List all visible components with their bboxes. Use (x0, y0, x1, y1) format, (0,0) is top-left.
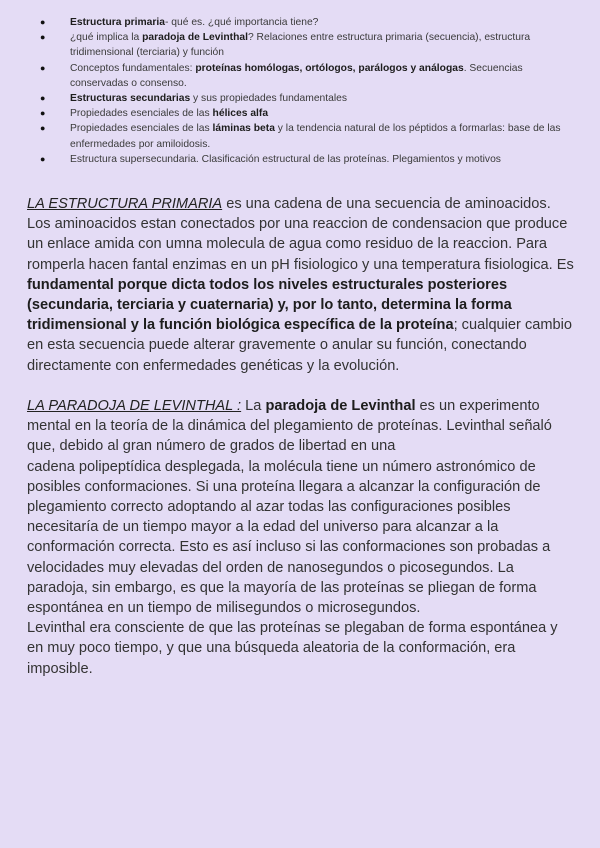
topic-text: Propiedades esenciales de las (70, 123, 213, 135)
topic-text: Estructura primaria (70, 17, 165, 28)
topic-text: paradoja de Levinthal (142, 32, 248, 44)
topic-text: y la tendencia natural de los péptidos a formarlas: base de las enfermedades por amiloidosis. (70, 123, 561, 150)
topic-item (36, 15, 576, 30)
topic-text: Propiedades esenciales de las (70, 108, 213, 120)
bullet-icon: ● (40, 123, 46, 134)
topic-text: hélices alfa (212, 108, 269, 120)
paragraph-text: Levinthal era consciente de que las proteínas se plegaban de forma espontánea y en muy poco tiempo, y que una búsqueda aleatoria de la conformación, era imposible. (27, 620, 558, 677)
bullet-icon: ● (40, 153, 46, 164)
bullet-icon: ● (40, 93, 46, 104)
topic-text: Estructura supersecundaria. Clasificación estructural de las proteínas. Plegamientos y motivos (70, 153, 501, 165)
topic-item (36, 61, 576, 91)
bullet-icon: ● (40, 62, 46, 73)
topic-text: . Secuencias conservadas o consenso. (70, 62, 523, 89)
paragraph-bold-text: fundamental porque dicta todos los niveles estructurales posteriores (secundaria, terciaria y cuaternaria) y, por lo tanto, determina la forma tridimensional y la función biológica específica de la proteína (27, 276, 512, 334)
topic-text: ? Relaciones entre estructura primaria (secuencia), estructura tridimensional (terciaria) y función (70, 32, 531, 59)
paragraph-bold-text: paradoja de Levinthal (265, 398, 416, 414)
bullet-icon: ● (40, 32, 46, 43)
section-estructura-primaria (27, 194, 575, 376)
topic-item (36, 152, 576, 167)
paragraph-text: cadena polipeptídica desplegada, la molécula tiene un número astronómico de posibles conformaciones. Si una proteína llegara a alcanzar la configuración de plegamiento correcto adoptando al azar todas las configuraciones posibles necesitaría de un tiempo mayor a la edad del universo para alcanzar a la conformación correcta. Esto es así incluso si las conformaciones son probadas a velocidades muy elevadas del orden de nanosegundos o picosegundos. La paradoja, sin embargo, es que la mayoría de las proteínas se pliegan de forma espontánea en un tiempo de milisegundos o microsegundos. (27, 458, 551, 617)
paragraph-text: es un experimento mental en la teoría de la dinámica del plegamiento de proteínas. Levinthal señaló que, debido al gran número de grados de libertad en una (27, 398, 552, 455)
section-paradoja-levinthal (27, 396, 575, 679)
topic-item (36, 106, 576, 121)
topic-item (36, 121, 576, 151)
topic-text: Estructuras secundarias (70, 93, 191, 105)
paragraph-text: es una cadena de una secuencia de aminoacidos. Los aminoacidos estan conectados por una reaccion de condensacion que produce un enlace amida con umna molecula de agua como residuo de la reaccion. Para romperla hacen fantal enzimas en un pH fisiologico y una temperatura fisiologica. Es (27, 196, 574, 273)
section-heading: LA PARADOJA DE LEVINTHAL : (27, 398, 242, 414)
topic-text: proteínas homólogas, ortólogos, parálogos y análogas (195, 62, 464, 74)
paragraph-text: La (241, 398, 266, 414)
topic-list (36, 15, 576, 167)
bullet-icon: ● (40, 17, 46, 27)
topic-item (36, 91, 576, 106)
topic-text: Conceptos fundamentales: (70, 62, 196, 74)
paragraph-text: ; cualquier cambio en esta secuencia puede alterar gravemente o anular su función, conectando directamente con enfermedades genéticas y la evolución. (27, 317, 572, 374)
bullet-icon: ● (40, 108, 46, 119)
topic-item (36, 30, 576, 60)
topic-text: láminas beta (212, 123, 275, 135)
topic-text: y sus propiedades fundamentales (190, 93, 348, 105)
topic-text: - qué es. ¿qué importancia tiene? (165, 17, 319, 28)
section-heading: LA ESTRUCTURA PRIMARIA (27, 196, 223, 212)
topic-text: ¿qué implica la (70, 32, 143, 44)
